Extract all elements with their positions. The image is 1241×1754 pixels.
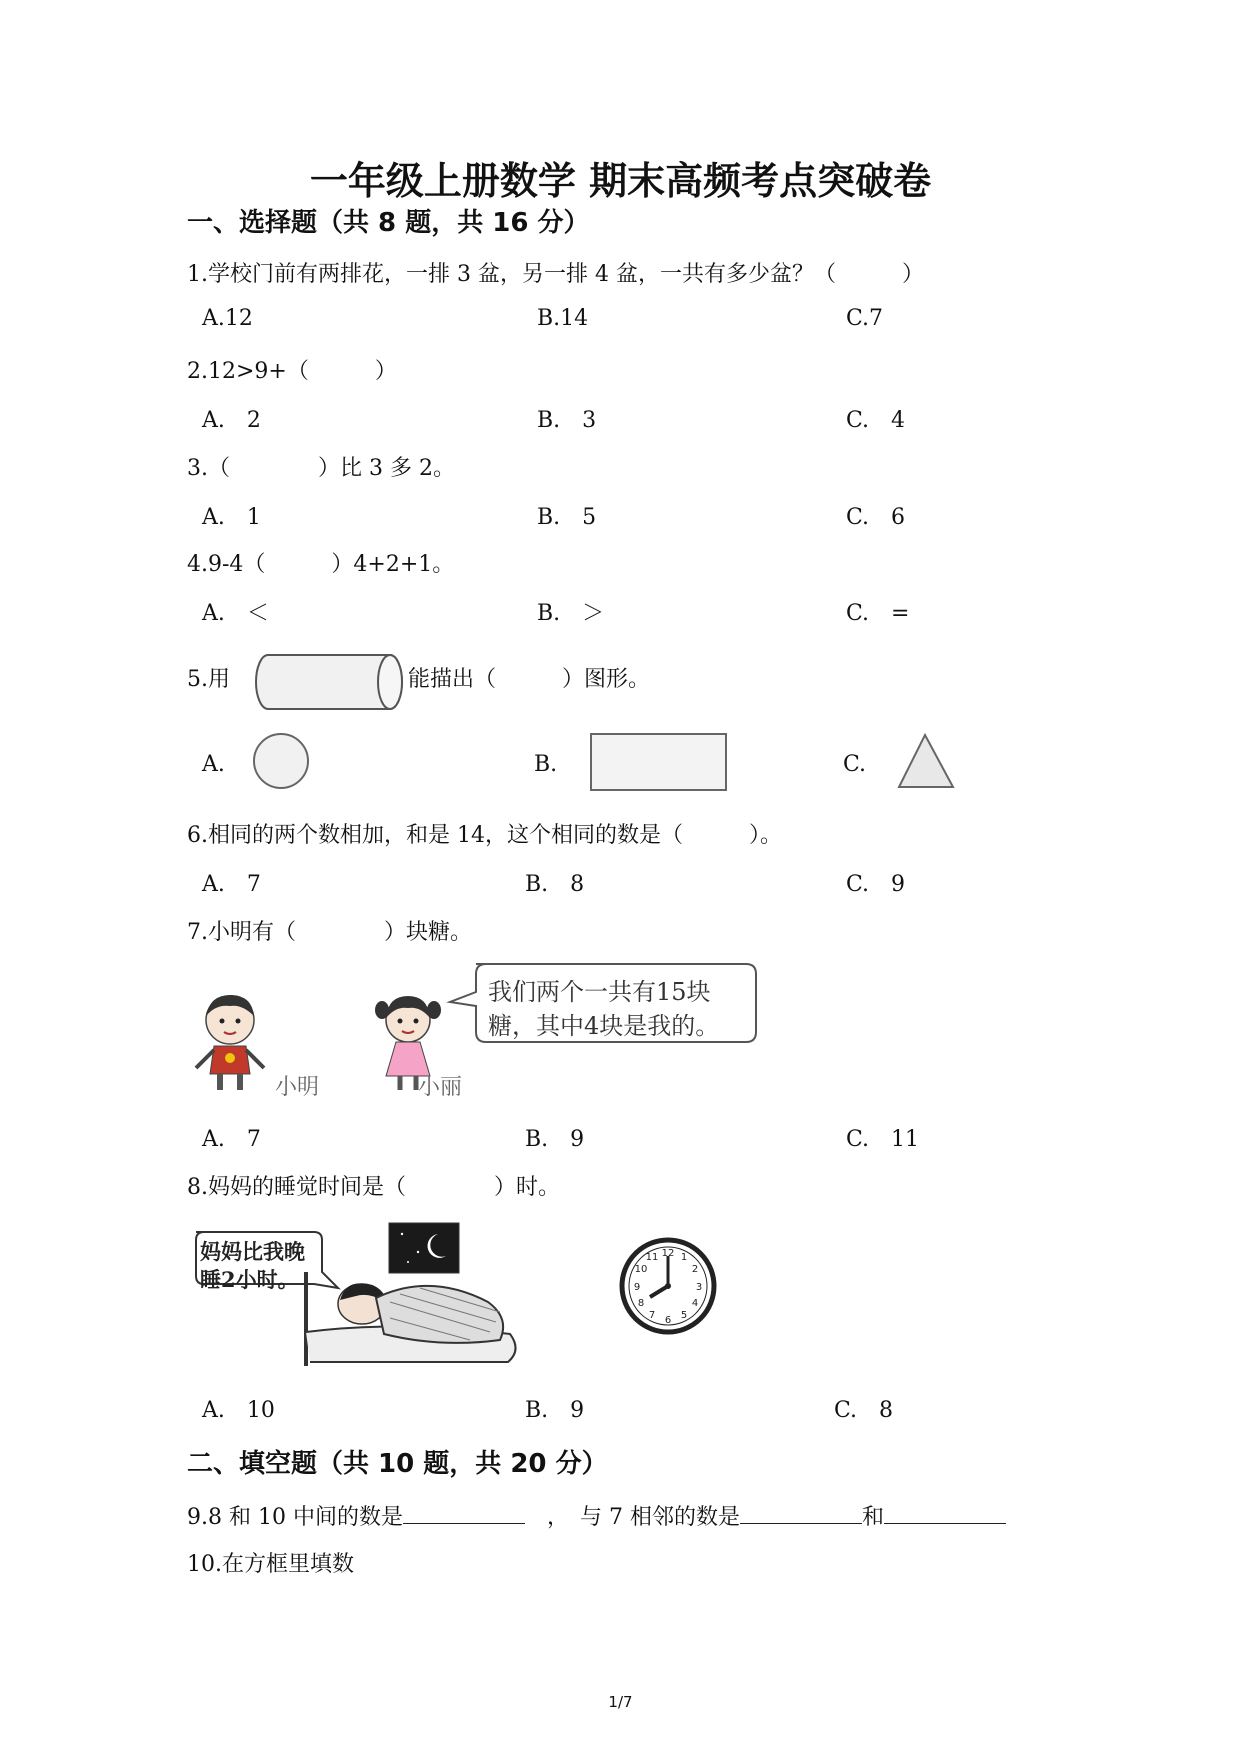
circle-shape (253, 733, 313, 793)
svg-text:2: 2 (691, 1264, 699, 1275)
rectangle-shape (590, 733, 730, 793)
q6-option-b: B. 8 (525, 872, 585, 897)
question-9 (187, 1500, 1006, 1531)
svg-text:11: 11 (645, 1252, 659, 1263)
svg-text:7: 7 (648, 1310, 656, 1321)
question-2: 2.12>9+（ ） (187, 359, 397, 384)
q3-option-b: B. 5 (537, 505, 597, 530)
svg-text:12: 12 (661, 1248, 675, 1259)
q2-option-a: A. 2 (202, 408, 261, 433)
svg-text:1: 1 (680, 1252, 688, 1263)
svg-text:6: 6 (664, 1315, 672, 1326)
question-5-prefix: 5.用 (187, 667, 230, 692)
q7-option-b: B. 9 (525, 1127, 585, 1152)
question-6: 6.相同的两个数相加，和是 14，这个相同的数是（ ）。 (187, 823, 782, 848)
q4-option-a: A. ＜ (202, 601, 269, 626)
q5-option-a: A. (202, 752, 225, 777)
question-4: 4.9-4（ ）4+2+1。 (187, 552, 455, 577)
triangle-shape (897, 733, 957, 791)
q9-blank-1[interactable] (403, 1503, 525, 1524)
sleeping-child-bed-illustration (300, 1262, 520, 1372)
section-heading-fill-in: 二、填空题（共 10 题，共 20 分） (187, 1449, 608, 1479)
speech-bubble-line-1: 我们两个一共有15块 (488, 978, 711, 1006)
q8-option-b: B. 9 (525, 1398, 585, 1423)
page-title: 一年级上册数学 期末高频考点突破卷 (309, 159, 932, 203)
cylinder-figure (254, 651, 406, 713)
girl-name-label: 小丽 (418, 1075, 463, 1100)
q1-option-b: B.14 (537, 306, 589, 331)
page-number: 1/7 (608, 1693, 633, 1711)
question-10: 10.在方框里填数 (187, 1552, 354, 1577)
question-7: 7.小明有（ ）块糖。 (187, 920, 472, 945)
q5-option-b: B. (534, 752, 558, 777)
svg-text:3: 3 (695, 1282, 703, 1293)
svg-text:9: 9 (633, 1282, 641, 1293)
q3-option-a: A. 1 (202, 505, 261, 530)
q4-option-b: B. ＞ (537, 601, 605, 626)
q9-blank-2[interactable] (740, 1503, 862, 1524)
q6-option-c: C. 9 (846, 872, 906, 897)
q4-option-c: C. = (846, 601, 910, 626)
child-speech-line-1: 妈妈比我晚 (200, 1239, 305, 1264)
question-5-suffix: 能描出（ ）图形。 (408, 667, 651, 692)
q9-text-part-2: ， 与 7 相邻的数是 (546, 1505, 740, 1530)
svg-text:8: 8 (637, 1298, 645, 1309)
question-8: 8.妈妈的睡觉时间是（ ）时。 (187, 1175, 560, 1200)
svg-text:10: 10 (634, 1264, 648, 1275)
q9-blank-3[interactable] (884, 1503, 1006, 1524)
q9-text-part-3: 和 (861, 1505, 884, 1530)
q3-option-c: C. 6 (846, 505, 906, 530)
q8-option-a: A. 10 (202, 1398, 275, 1423)
question-1: 1.学校门前有两排花，一排 3 盆，另一排 4 盆，一共有多少盆？（ ） (187, 262, 924, 287)
question-3: 3.（ ）比 3 多 2。 (187, 456, 455, 481)
section-heading-choice: 一、选择题（共 8 题，共 16 分） (187, 208, 590, 238)
q6-option-a: A. 7 (202, 872, 261, 897)
svg-text:5: 5 (680, 1310, 688, 1321)
q7-option-c: C. 11 (846, 1127, 920, 1152)
q8-option-c: C. 8 (834, 1398, 894, 1423)
child-speech-line-2: 睡2小时。 (200, 1267, 299, 1292)
speech-bubble-line-2: 糖，其中4块是我的。 (488, 1012, 720, 1040)
q5-option-c: C. (843, 752, 867, 777)
q9-text-part-1: 9.8 和 10 中间的数是 (187, 1505, 403, 1530)
boy-name-label: 小明 (275, 1075, 320, 1100)
q2-option-b: B. 3 (537, 408, 597, 433)
q1-option-c: C.7 (846, 306, 884, 331)
q7-option-a: A. 7 (202, 1127, 261, 1152)
q1-option-a: A.12 (202, 306, 253, 331)
q2-option-c: C. 4 (846, 408, 906, 433)
clock-8-oclock-icon (618, 1236, 722, 1340)
svg-text:4: 4 (691, 1298, 699, 1309)
